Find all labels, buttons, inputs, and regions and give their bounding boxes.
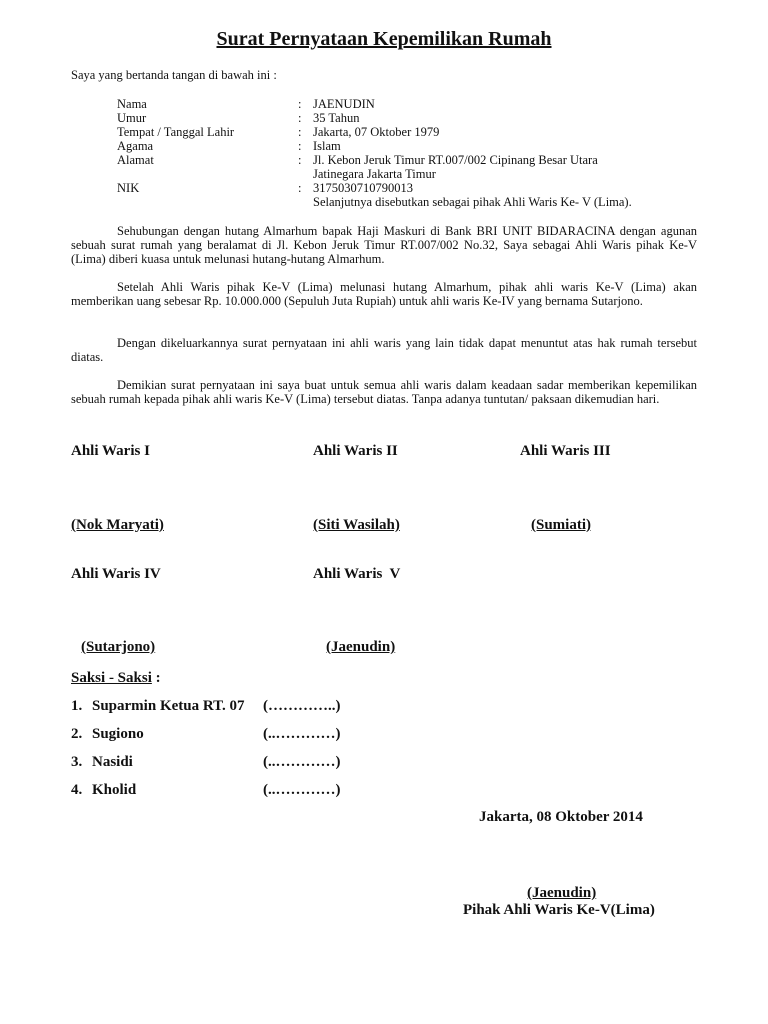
witness-4-name: Kholid <box>92 782 137 798</box>
value-ttl: Jakarta, 07 Oktober 1979 <box>313 125 440 139</box>
colon: : <box>298 111 302 125</box>
value-alamat-line2: Jatinegara Jakarta Timur <box>313 167 436 181</box>
paragraph-4: Demikian surat pernyataan ini saya buat untuk semua ahli waris dalam keadaan sadar memberikan kepemilikan sebuah rumah kepada pihak ahli waris Ke-V (Lima) tersebut diatas. Tanpa adanya tuntutan/ paksaan dikemudian hari. <box>71 378 697 406</box>
value-nik: 3175030710790013 <box>313 181 413 195</box>
label-ttl: Tempat / Tanggal Lahir <box>117 125 235 139</box>
label-alamat: Alamat <box>117 153 154 167</box>
witness-3-signature: (..…………) <box>263 754 341 770</box>
label-agama: Agama <box>117 139 154 153</box>
witness-2-name: Sugiono <box>92 726 144 742</box>
signer-role: Pihak Ahli Waris Ke-V(Lima) <box>463 902 655 918</box>
label-umur: Umur <box>117 111 147 125</box>
heir-2-name: (Siti Wasilah) <box>313 517 400 533</box>
label-nama: Nama <box>117 97 147 111</box>
witness-4-signature: (..…………) <box>263 782 341 798</box>
witness-2-number: 2. <box>71 726 83 742</box>
heir-5-name: (Jaenudin) <box>326 639 396 655</box>
page-title: Surat Pernyataan Kepemilikan Rumah <box>216 28 552 50</box>
witnesses-heading: Saksi - Saksi : <box>71 670 161 686</box>
heir-4-title: Ahli Waris IV <box>71 566 161 582</box>
witness-1-signature: (…………..) <box>263 698 341 714</box>
intro-text: Saya yang bertanda tangan di bawah ini : <box>71 68 277 82</box>
value-agama: Islam <box>313 139 341 153</box>
witness-4-number: 4. <box>71 782 83 798</box>
heir-1-title: Ahli Waris I <box>71 443 150 459</box>
paragraph-1: Sehubungan dengan hutang Almarhum bapak Haji Maskuri di Bank BRI UNIT BIDARACINA dengan agunan sebuah surat rumah yang beralamat di Jl. Kebon Jeruk Timur RT.007/002 No.32, Saya sebagai Ahli Waris pihak Ke-V (Lima) diberi kuasa untuk melunasi hutang-hutang Almarhum. <box>71 224 697 266</box>
colon: : <box>298 97 302 111</box>
value-alamat: Jl. Kebon Jeruk Timur RT.007/002 Cipinang Besar Utara <box>313 153 598 167</box>
paragraph-3: Dengan dikeluarkannya surat pernyataan ini ahli waris yang lain tidak dapat menuntut atas hak rumah tersebut diatas. <box>71 336 697 364</box>
witness-2-signature: (..…………) <box>263 726 341 742</box>
witness-3-name: Nasidi <box>92 754 133 770</box>
value-umur: 35 Tahun <box>313 111 360 125</box>
place-date: Jakarta, 08 Oktober 2014 <box>479 809 643 825</box>
colon: : <box>298 139 302 153</box>
paragraph-2: Setelah Ahli Waris pihak Ke-V (Lima) melunasi hutang Almarhum, pihak ahli waris Ke-V (Lima) akan memberikan uang sebesar Rp. 10.000.000 (Sepuluh Juta Rupiah) untuk ahli waris Ke-IV yang bernama Sutarjono. <box>71 280 697 308</box>
witness-1-name: Suparmin Ketua RT. 07 <box>92 698 245 714</box>
witness-1-number: 1. <box>71 698 83 714</box>
selanjutnya-text: Selanjutnya disebutkan sebagai pihak Ahli Waris Ke- V (Lima). <box>313 195 632 209</box>
colon: : <box>298 153 302 167</box>
signer-name: (Jaenudin) <box>527 885 597 901</box>
value-nama: JAENUDIN <box>313 97 375 111</box>
heir-2-title: Ahli Waris II <box>313 443 398 459</box>
heir-1-name: (Nok Maryati) <box>71 517 164 533</box>
witness-3-number: 3. <box>71 754 83 770</box>
heir-4-name: (Sutarjono) <box>81 639 156 655</box>
colon: : <box>298 125 302 139</box>
heir-5-title: Ahli Waris V <box>313 566 401 582</box>
heir-3-name: (Sumiati) <box>531 517 591 533</box>
colon: : <box>298 181 302 195</box>
heir-3-title: Ahli Waris III <box>520 443 611 459</box>
label-nik: NIK <box>117 181 140 195</box>
